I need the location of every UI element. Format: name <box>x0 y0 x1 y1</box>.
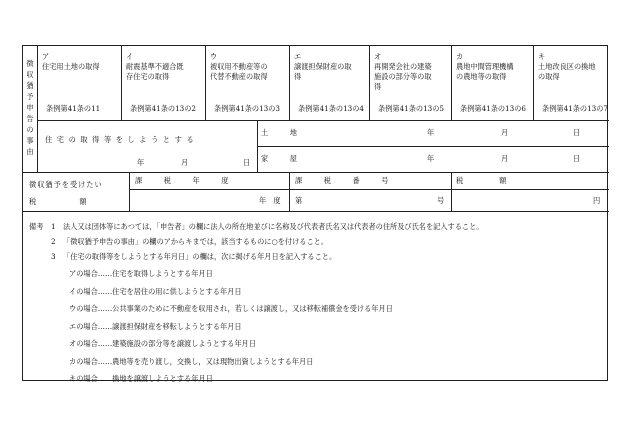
note-sub-item: オの場合……建築施設の部分等を譲渡しようとする年月日 <box>69 339 256 348</box>
vertical-label-char: 事 <box>26 136 34 145</box>
reason-type-article: 条例第41条の13の3 <box>214 104 280 113</box>
reason-type-title: 代替不動産の取得 <box>210 72 268 81</box>
house-day-unit: 日 <box>573 154 581 163</box>
land-label: 土 地 <box>261 128 297 137</box>
note-text: 「住宅の取得等をしようとする年月日」の欄は，次に掲げる年月日を記入すること。 <box>63 252 337 261</box>
grid-line <box>451 46 452 120</box>
reason-type-article: 条例第41条の13の7 <box>542 104 608 113</box>
land-day-unit: 日 <box>573 128 581 137</box>
grid-line <box>205 46 206 120</box>
grid-line <box>129 172 130 211</box>
grid-line <box>451 172 452 211</box>
tax-year-unit: 年 度 <box>259 196 281 205</box>
reason-type-title: の取得 <box>538 72 560 81</box>
vertical-label-char: 申 <box>26 103 34 112</box>
note-sub-item: ウの場合……公共事業のために不動産を収用され，若しくは譲渡し，又は移転補償金を受ける年月日 <box>69 304 393 313</box>
reason-type-letter[interactable]: オ <box>374 52 382 61</box>
note-text: 法人又は団体等にあつては，「申告者」の欄に法人の所在地並びに名称及び代表者氏名又は代表者の住所及び氏名を記入すること。 <box>63 222 484 231</box>
grid-line <box>37 46 38 172</box>
note-sub-item: キの場合……換地を譲渡しようとする年月日 <box>69 374 213 383</box>
reason-type-title: 存住宅の取得 <box>126 72 170 81</box>
tax-amount-header: 税 額 <box>456 176 507 185</box>
grid-line <box>23 172 609 173</box>
acquisition-day-unit: 日 <box>243 158 251 167</box>
note-sub-item: カの場合……農地等を売り渡し，交換し，又は現物出資しようとする年月日 <box>69 356 314 366</box>
notes-heading: 備考 <box>29 222 44 231</box>
reason-type-title: 得 <box>374 82 382 91</box>
grid-line <box>121 46 122 120</box>
reason-type-title: 土地改良区の換地 <box>538 62 596 71</box>
tax-number-header: 課 税 番 号 <box>295 176 389 185</box>
reason-type-article: 条例第41条の11 <box>46 104 101 113</box>
grid-line <box>129 189 609 190</box>
vertical-label-char: 告 <box>26 114 34 123</box>
reason-type-title: の農地等の取得 <box>456 72 507 81</box>
reason-type-title: 被収用不動産等の <box>210 62 268 71</box>
land-year-unit: 年 <box>427 128 435 137</box>
reason-type-title: 再開発会社の建築 <box>374 62 432 71</box>
grid-line <box>533 46 534 120</box>
acquisition-month-unit: 月 <box>181 158 189 167</box>
vertical-label-char: 徴 <box>26 59 34 68</box>
note-number: 2 <box>51 237 56 246</box>
vertical-label <box>26 58 34 157</box>
reason-type-title: 耐震基準不適合既 <box>126 62 184 71</box>
land-month-unit: 月 <box>501 128 509 137</box>
house-month-unit: 月 <box>501 154 509 163</box>
tax-number-suffix: 号 <box>437 196 445 205</box>
grid-line <box>37 120 609 121</box>
deferral-label-line1: 徴収猶予を受けたい <box>29 180 103 189</box>
note-text: 「徴収猶予申告の事由」の欄のアからキまでは，該当するものに○を付けること。 <box>63 237 329 246</box>
vertical-label-char: 収 <box>26 70 34 79</box>
vertical-label-char: 猶 <box>26 81 34 90</box>
reason-type-title: 得 <box>294 72 302 81</box>
house-year-unit: 年 <box>427 154 435 163</box>
vertical-label-char: 由 <box>26 147 34 156</box>
grid-line <box>257 120 258 172</box>
reason-type-article: 条例第41条の13の2 <box>130 104 196 113</box>
note-number: 3 <box>51 252 56 261</box>
tax-number-prefix: 第 <box>295 196 303 205</box>
reason-type-title: 農地中間管理機構 <box>456 62 514 71</box>
reason-type-letter[interactable]: エ <box>294 52 302 61</box>
note-number: 1 <box>51 222 56 231</box>
grid-line <box>289 46 290 120</box>
note-sub-item: エの場合……譲渡担保財産を移転しようとする年月日 <box>69 321 242 331</box>
note-sub-item: アの場合……住宅を取得しようとする年月日 <box>69 269 213 278</box>
grid-line <box>257 146 609 147</box>
reason-type-letter[interactable]: ア <box>42 52 50 61</box>
tax-year-header: 課 税 年 度 <box>135 176 229 185</box>
form-frame <box>22 45 608 381</box>
vertical-label-char: 予 <box>26 92 34 101</box>
acquisition-year-unit: 年 <box>137 158 145 167</box>
reason-type-article: 条例第41条の13の5 <box>378 104 444 113</box>
reason-type-title: 住宅用土地の取得 <box>42 62 100 71</box>
tax-amount-unit: 円 <box>593 196 601 205</box>
reason-type-article: 条例第41条の13の6 <box>460 104 526 113</box>
reason-type-article: 条例第41条の13の4 <box>298 104 364 113</box>
reason-type-letter[interactable]: イ <box>126 52 134 61</box>
reason-type-letter[interactable]: キ <box>538 52 546 61</box>
house-label: 家 屋 <box>261 154 297 163</box>
vertical-label-char: の <box>26 125 34 134</box>
reason-type-letter[interactable]: ウ <box>210 52 218 61</box>
grid-line <box>23 211 609 212</box>
note-sub-item: イの場合……住宅を居住の用に供しようとする年月日 <box>69 286 242 296</box>
grid-line <box>289 172 290 211</box>
reason-type-title: 譲渡担保財産の取 <box>294 62 352 71</box>
acquisition-label: 住宅の取得等をしようとする <box>45 135 199 144</box>
deferral-label-line2: 税 額 <box>29 197 87 206</box>
reason-type-title: 施設の部分等の取 <box>374 72 432 81</box>
grid-line <box>369 46 370 120</box>
reason-type-letter[interactable]: カ <box>456 52 464 61</box>
